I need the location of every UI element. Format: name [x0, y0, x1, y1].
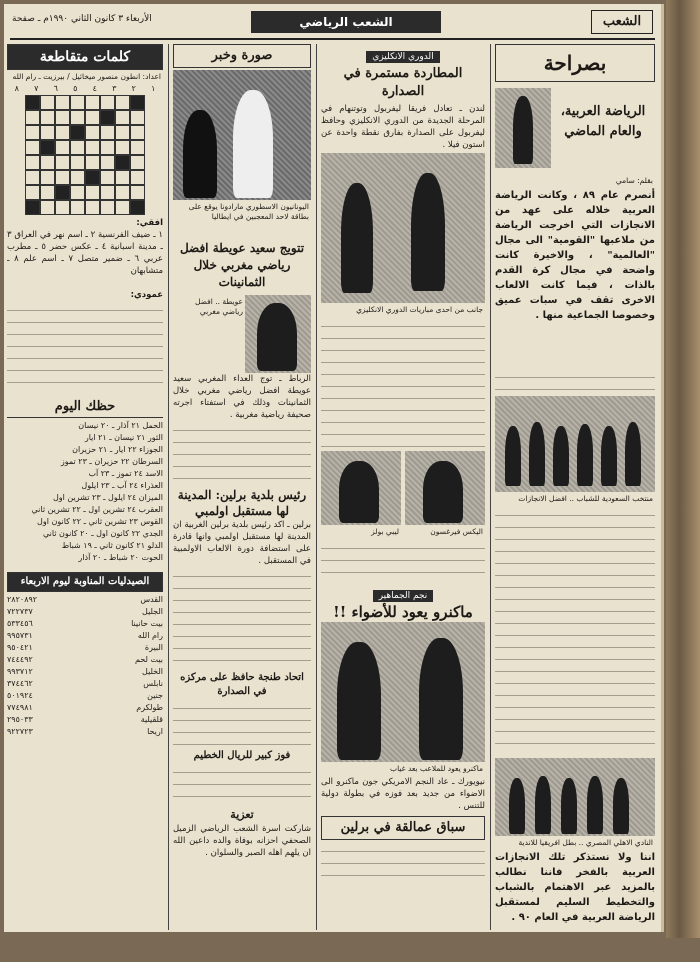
pharmacy-row [7, 678, 163, 690]
crossword-across-title: افقي: [136, 218, 163, 228]
crossword-cell [25, 170, 40, 185]
scene-photo [173, 70, 311, 200]
horoscope-row: الميزان ٢٤ ايلول ـ ٢٣ تشرين اول [52, 493, 163, 502]
crossword-cell [40, 170, 55, 185]
pharmacy-row [7, 642, 163, 654]
pharmacy-row [7, 594, 163, 606]
crossword-cell [115, 140, 130, 155]
pharmacy-row [7, 726, 163, 738]
pharmacies-title: الصيدليات المناوبة ليوم الاربعاء [7, 572, 163, 592]
league-match-photo [321, 153, 485, 303]
pharmacy-phone: ٣٧٤٤٦٢ [7, 679, 33, 688]
pharmacy-name: البيرة [144, 643, 163, 652]
crossword-cell [70, 140, 85, 155]
pharmacy-phone: ٥٠١٩٢٤ [7, 691, 33, 700]
editorial-byline: بقلم: سامي [615, 176, 653, 185]
crossword-cell [55, 95, 70, 110]
editorial-text-lines [495, 368, 655, 392]
crossword-cell [70, 125, 85, 140]
pharmacy-name: قلقيلية [140, 715, 163, 724]
scene-caption: اليونانيون الاسطوري مارادونا يوقع على بطاقة لاحد المعجبين في ايطاليا [188, 202, 309, 221]
crossword-cell [70, 170, 85, 185]
crossword-cell [55, 110, 70, 125]
crossword-cell [100, 170, 115, 185]
book-binding [666, 0, 700, 938]
crossword-cell [40, 95, 55, 110]
crossword-cell [25, 95, 40, 110]
crossword-cell [115, 200, 130, 215]
crossword-cell [70, 185, 85, 200]
column-rule-1 [490, 44, 491, 930]
crossword-cell [40, 155, 55, 170]
crossword-title: كلمات متقاطعة [7, 44, 163, 70]
horoscope-row: السرطان ٢٢ حزيران ـ ٢٣ تموز [60, 457, 163, 466]
pharmacy-row [7, 690, 163, 702]
crossword-cell [115, 110, 130, 125]
crossword-cell [55, 200, 70, 215]
crossword-cell [100, 155, 115, 170]
saudi-team-caption: منتخب السعودية للشباب .. افضل الانجازات [518, 494, 653, 503]
league-column [321, 44, 485, 930]
crossword-cell [40, 140, 55, 155]
pharmacy-phone: ٥٣٣٤٥٦ [7, 619, 33, 628]
crossword-number: ٦ [53, 84, 58, 93]
mcenroe-body: نيويورك ـ عاد النجم الامريكي جون ماكنرو الى الاضواء من جديد بعد فوزه في بطولة دولية للتنس . [321, 777, 485, 811]
crossword-cell [85, 155, 100, 170]
pharmacy-row [7, 702, 163, 714]
editorial-lead: أنصرم عام ٨٩ ، وكانت الرياضة العربية خلاله على عهد من الانجازات التي اخرجت الرياضة من ملاعبها "القومية" الى مجال "العالمية" ، والاخيرة كانت واضحة في مجال كرة القدم بالذات ، فيما كانت الالعاب الاخرى تقف في سبات عميق وخصوصا الجماعية منها . [495, 190, 655, 321]
crossword-cell [115, 95, 130, 110]
horoscope-row: العقرب ٢٤ تشرين اول ـ ٢٢ تشرين ثاني [31, 505, 163, 514]
crossword-cell [40, 185, 55, 200]
services-column [7, 44, 163, 930]
rifi-headline: فوز كبير للريال الخطيم [193, 750, 291, 761]
crossword-number: ١ [151, 84, 156, 93]
crossword-cell [55, 170, 70, 185]
crossword-cell [55, 155, 70, 170]
column-rule-2 [316, 44, 317, 930]
tangier-text-lines [173, 699, 311, 749]
pharmacy-phone: ٢٩٥٠٣٣ [7, 715, 33, 724]
crossword-cell [70, 155, 85, 170]
horoscope-row: القوس ٢٣ تشرين ثاني ـ ٢٢ كانون اول [37, 517, 163, 526]
horoscope-row: الاسد ٢٤ تموز ـ ٢٣ آب [88, 469, 163, 478]
crossword-cell [100, 185, 115, 200]
crossword-cell [100, 95, 115, 110]
crossword-numbers [7, 84, 163, 93]
crossword-cell [55, 140, 70, 155]
crossword-number: ٢ [131, 84, 136, 93]
crossword-cell [100, 200, 115, 215]
pharmacy-name: بيت حانينا [131, 619, 163, 628]
condolence-body: شاركت اسرة الشعب الرياضي الزميل الصحفي احزانه بوفاة والده داعين الله ان يلهم اهله الصبر والسلوان . [173, 824, 311, 858]
crossword-cell [130, 110, 145, 125]
crossword-cell [25, 110, 40, 125]
pharmacy-phone: ٩٢٢٧٢٣ [7, 727, 33, 736]
crossword-cell [100, 140, 115, 155]
coach-text-lines [321, 539, 485, 579]
crossword-cell [130, 95, 145, 110]
crossword-cell [85, 125, 100, 140]
editorial-label: بصراحة [543, 51, 607, 75]
coach-photo-left [405, 451, 485, 525]
saudi-team-photo [495, 396, 655, 492]
section-title: الشعب الرياضي [251, 11, 441, 33]
horoscope-list [7, 420, 163, 564]
coach-caption-right: ليبي بولز [371, 527, 399, 536]
crossword-cell [85, 140, 100, 155]
pharmacy-name: رام الله [137, 631, 163, 640]
pharmacy-phone: ٩٩٥٧٣١ [7, 631, 33, 640]
crossword-cell [130, 155, 145, 170]
condolence-title: تعزية [230, 808, 254, 821]
crossword-cell [40, 110, 55, 125]
crossword-cell [55, 185, 70, 200]
league-tag: الدوري الانكليزي [366, 51, 439, 63]
pharmacy-row [7, 630, 163, 642]
crossword-cell [130, 200, 145, 215]
crossword-number: ٣ [112, 84, 117, 93]
crossword-cell [25, 155, 40, 170]
pharmacy-name: الجليل [142, 607, 163, 616]
berlin-text-lines [173, 567, 311, 667]
horoscope-row: الجدي ٢٢ كانون اول ـ ٢٠ كانون ثاني [42, 529, 163, 538]
pharmacy-phone: ٩٩٣٧١٢ [7, 667, 33, 676]
crossword-number: ٥ [73, 84, 78, 93]
crossword-cell [70, 110, 85, 125]
berlin-headline: رئيس بلدية برلين: المدينة لها مستقبل اولمبي [177, 488, 307, 518]
crossword-cell [85, 200, 100, 215]
crossword-credit: اعداد: انطون منصور ميخائيل / بيرزيت ـ رام الله [12, 72, 161, 81]
crossword-cell [25, 200, 40, 215]
pharmacy-row [7, 654, 163, 666]
crossword-cell [25, 140, 40, 155]
crossword-cell [115, 170, 130, 185]
crossword-cell [130, 185, 145, 200]
pharmacy-name: القدس [140, 595, 163, 604]
crossword-cell [25, 125, 40, 140]
crossword-cell [130, 170, 145, 185]
horoscope-row: الثور ٢١ نيسان ـ ٢١ ايار [84, 433, 163, 442]
crossword-grid [25, 95, 145, 215]
ahly-team-caption: النادي الاهلي المصري .. بطل افريقيا للاندية [518, 838, 653, 847]
crossword-cell [130, 125, 145, 140]
crossword-cell [85, 170, 100, 185]
dateline: الأربعاء ٣ كانون الثاني ١٩٩٠م ـ صفحة [12, 14, 152, 24]
editorial-body-lines [495, 506, 655, 754]
pharmacy-name: بيت لحم [135, 655, 163, 664]
pharmacy-row [7, 618, 163, 630]
masthead-rule [10, 38, 655, 40]
crossword-number: ٨ [14, 84, 19, 93]
crossword-cell [130, 140, 145, 155]
editorial-closing: اننا ولا نستذكر تلك الانجازات العربية بالفخر فاننا نطالب بالمزيد عبر الاهتمام بالشباب والتخطيط السليم لمستقبل الرياضة العربية في العام ٩٠ . [495, 852, 655, 923]
crossword-down-lines [7, 301, 163, 391]
mcenroe-photo [321, 622, 485, 762]
crossword-number: ٧ [34, 84, 39, 93]
horoscope-row: العذراء ٢٤ آب ـ ٢٣ ايلول [81, 481, 163, 490]
mcenroe-headline: ماكنرو يعود للأضواء !! [333, 603, 473, 621]
crossword-cell [55, 125, 70, 140]
crossword-cell [115, 155, 130, 170]
horoscope-title: حظك اليوم [7, 397, 163, 418]
crossword-cell [85, 95, 100, 110]
pharmacy-row [7, 666, 163, 678]
editorial-label-box [495, 44, 655, 82]
pharmacy-phone: ٧٢٢٧٣٧ [7, 607, 33, 616]
berlin-body: برلين ـ اكد رئيس بلدية برلين الغربية ان المدينة لها مستقبل اولمبي وانها قادرة على استضافة دورة الالعاب الاولمبية في المستقبل . [173, 520, 311, 566]
rifi-text-lines [173, 763, 311, 803]
horoscope-row: الحوت ٢٠ شباط ـ ٢٠ آذار [78, 553, 163, 562]
crossword-number: ٤ [92, 84, 97, 93]
pharmacies-list [7, 594, 163, 738]
tangier-headline: اتحاد طنجة حافظ على مركزه في الصدارة [180, 672, 304, 697]
pharmacy-row [7, 606, 163, 618]
award-text-lines [173, 421, 311, 481]
crossword-cell [100, 125, 115, 140]
pharmacy-phone: ٩٥٠٤٢١ [7, 643, 33, 652]
pharmacy-row [7, 714, 163, 726]
news-column [173, 44, 311, 930]
crossword-cell [85, 185, 100, 200]
tennis-text-lines [321, 842, 485, 882]
editorial-runner-photo [495, 88, 551, 168]
editorial-headline: الرياضة العربية، والعام الماضي [560, 104, 646, 139]
aouita-photo [245, 295, 311, 373]
tennis-headline: سباق عمالقة في برلين [321, 816, 485, 840]
crossword-cell [100, 110, 115, 125]
horoscope-row: الجوزاء ٢٢ ايار ـ ٢١ حزيران [72, 445, 163, 454]
league-photo-caption: جانب من احدى مباريات الدوري الانكليزي [356, 305, 483, 314]
mcenroe-tag: نجم الجماهير [373, 590, 434, 602]
pharmacy-phone: ٧٧٤٩٨١ [7, 703, 33, 712]
horoscope-row: الدلو ٢١ كانون ثاني ـ ١٩ شباط [61, 541, 163, 550]
crossword-clues: ١ ـ ضيف الفرنسية ٢ ـ اسم نهر في العراق ٣ ـ مدينة اسبانية ٤ ـ عكس حضر ٥ ـ مطرب عربي ٦ ـ ضمير متصل ٧ ـ اسم علم ٨ ـ متشابهان [7, 230, 163, 276]
coach-photo-right [321, 451, 401, 525]
league-body-lines [321, 317, 485, 447]
pharmacy-name: جنين [147, 691, 163, 700]
pharmacy-name: نابلس [143, 679, 163, 688]
crossword-cell [70, 95, 85, 110]
crossword-cell [85, 110, 100, 125]
ahly-team-photo [495, 758, 655, 836]
pharmacy-name: اريحا [147, 727, 163, 736]
pharmacy-name: الخليل [142, 667, 163, 676]
crossword-cell [70, 200, 85, 215]
award-body: الرباط ـ توج العداء المغربي سعيد عويطة افضل رياضي مغربي خلال الثمانينات وذلك في استفتاء اجرته صحيفة رياضية مغربية . [173, 374, 311, 420]
mcenroe-caption: ماكنرو يعود للملاعب بعد غياب [390, 764, 483, 773]
editorial-column [495, 44, 655, 930]
horoscope-row: الحمل ٢١ آذار ـ ٢٠ نيسان [78, 421, 163, 430]
crossword-cell [40, 125, 55, 140]
scene-tag: صورة وخبر [173, 44, 311, 68]
crossword-down-title: عمودي: [130, 290, 163, 300]
pharmacy-name: طولكرم [136, 703, 163, 712]
column-rule-3 [168, 44, 169, 930]
league-headline: المطاردة مستمرة في الصدارة [343, 66, 463, 99]
crossword-cell [40, 200, 55, 215]
crossword-cell [25, 185, 40, 200]
award-headline: تتويج سعيد عويطة افضل رياضي مغربي خلال الثمانينات [179, 241, 305, 289]
pharmacy-phone: ٢٨٢٠٨٩٢ [7, 595, 38, 604]
newspaper-logo: الشعب [591, 10, 653, 34]
crossword-cell [115, 125, 130, 140]
league-body: لندن ـ تعادل فريقا ليفربول وتوتنهام في المرحلة الجديدة من الدوري الانكليزي وحافظ ليفربول على الصدارة بفارق نقطة واحدة عن استون فيلا . [321, 104, 485, 150]
aouita-caption: عويطة .. افضل رياضي مغربي [195, 297, 243, 316]
newspaper-page [4, 4, 664, 932]
pharmacy-phone: ٧٤٤٤٩٢ [7, 655, 33, 664]
coach-caption-left: اليكس فيرغسون [430, 527, 483, 536]
crossword-cell [115, 185, 130, 200]
